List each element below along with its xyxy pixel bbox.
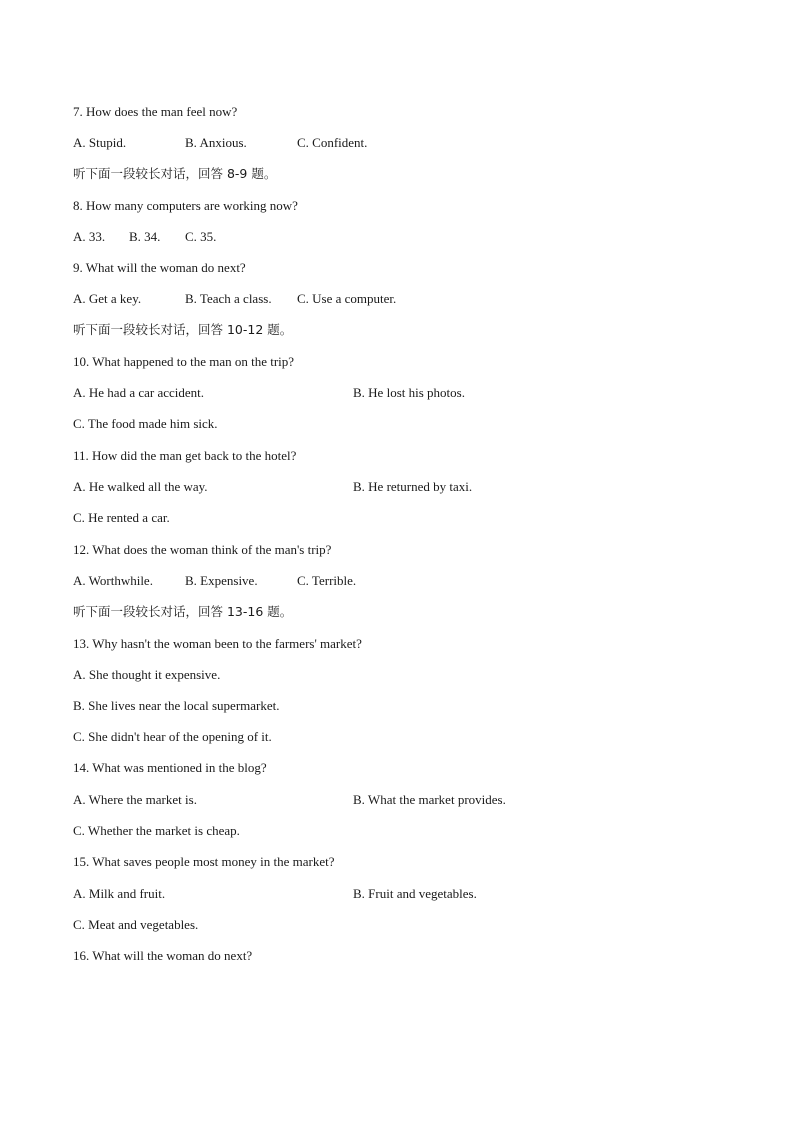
option-a: A. 33. xyxy=(73,229,106,244)
option-c: C. Use a computer. xyxy=(297,291,397,306)
question-7: 7. How does the man feel now? xyxy=(73,104,238,119)
option-c: C. Confident. xyxy=(297,135,368,150)
option-a: A. Where the market is. xyxy=(73,792,197,807)
option-c: C. The food made him sick. xyxy=(73,416,218,431)
question-16: 16. What will the woman do next? xyxy=(73,948,253,963)
option-c: C. He rented a car. xyxy=(73,510,170,525)
option-c: C. Meat and vegetables. xyxy=(73,917,199,932)
option-b: B. He lost his photos. xyxy=(353,385,465,400)
option-b: B. 34. xyxy=(129,229,161,244)
question-14: 14. What was mentioned in the blog? xyxy=(73,760,267,775)
option-b: B. Teach a class. xyxy=(185,291,272,306)
option-a: A. Stupid. xyxy=(73,135,127,150)
option-b: B. She lives near the local supermarket. xyxy=(73,698,280,713)
option-a: A. He had a car accident. xyxy=(73,385,205,400)
question-10: 10. What happened to the man on the trip? xyxy=(73,354,295,369)
section-instruction: 听下面一段较长对话，回答 10-12 题。 xyxy=(73,322,293,337)
question-15: 15. What saves people most money in the market? xyxy=(73,854,335,869)
option-b: B. Anxious. xyxy=(185,135,247,150)
option-c: C. 35. xyxy=(185,229,217,244)
question-12: 12. What does the woman think of the man's trip? xyxy=(73,542,332,557)
option-c: C. She didn't hear of the opening of it. xyxy=(73,729,272,744)
question-13: 13. Why hasn't the woman been to the farmers' market? xyxy=(73,636,362,651)
option-c: C. Whether the market is cheap. xyxy=(73,823,240,838)
option-b: B. What the market provides. xyxy=(353,792,506,807)
option-b: B. Expensive. xyxy=(185,573,258,588)
question-9: 9. What will the woman do next? xyxy=(73,260,246,275)
option-b: B. Fruit and vegetables. xyxy=(353,886,477,901)
section-instruction: 听下面一段较长对话，回答 8-9 题。 xyxy=(73,166,277,181)
option-b: B. He returned by taxi. xyxy=(353,479,473,494)
question-8: 8. How many computers are working now? xyxy=(73,198,298,213)
option-a: A. He walked all the way. xyxy=(73,479,208,494)
option-a: A. Milk and fruit. xyxy=(73,886,166,901)
question-11: 11. How did the man get back to the hotel? xyxy=(73,448,297,463)
section-instruction: 听下面一段较长对话，回答 13-16 题。 xyxy=(73,604,293,619)
option-c: C. Terrible. xyxy=(297,573,357,588)
option-a: A. Get a key. xyxy=(73,291,142,306)
option-a: A. Worthwhile. xyxy=(73,573,153,588)
option-a: A. She thought it expensive. xyxy=(73,667,221,682)
